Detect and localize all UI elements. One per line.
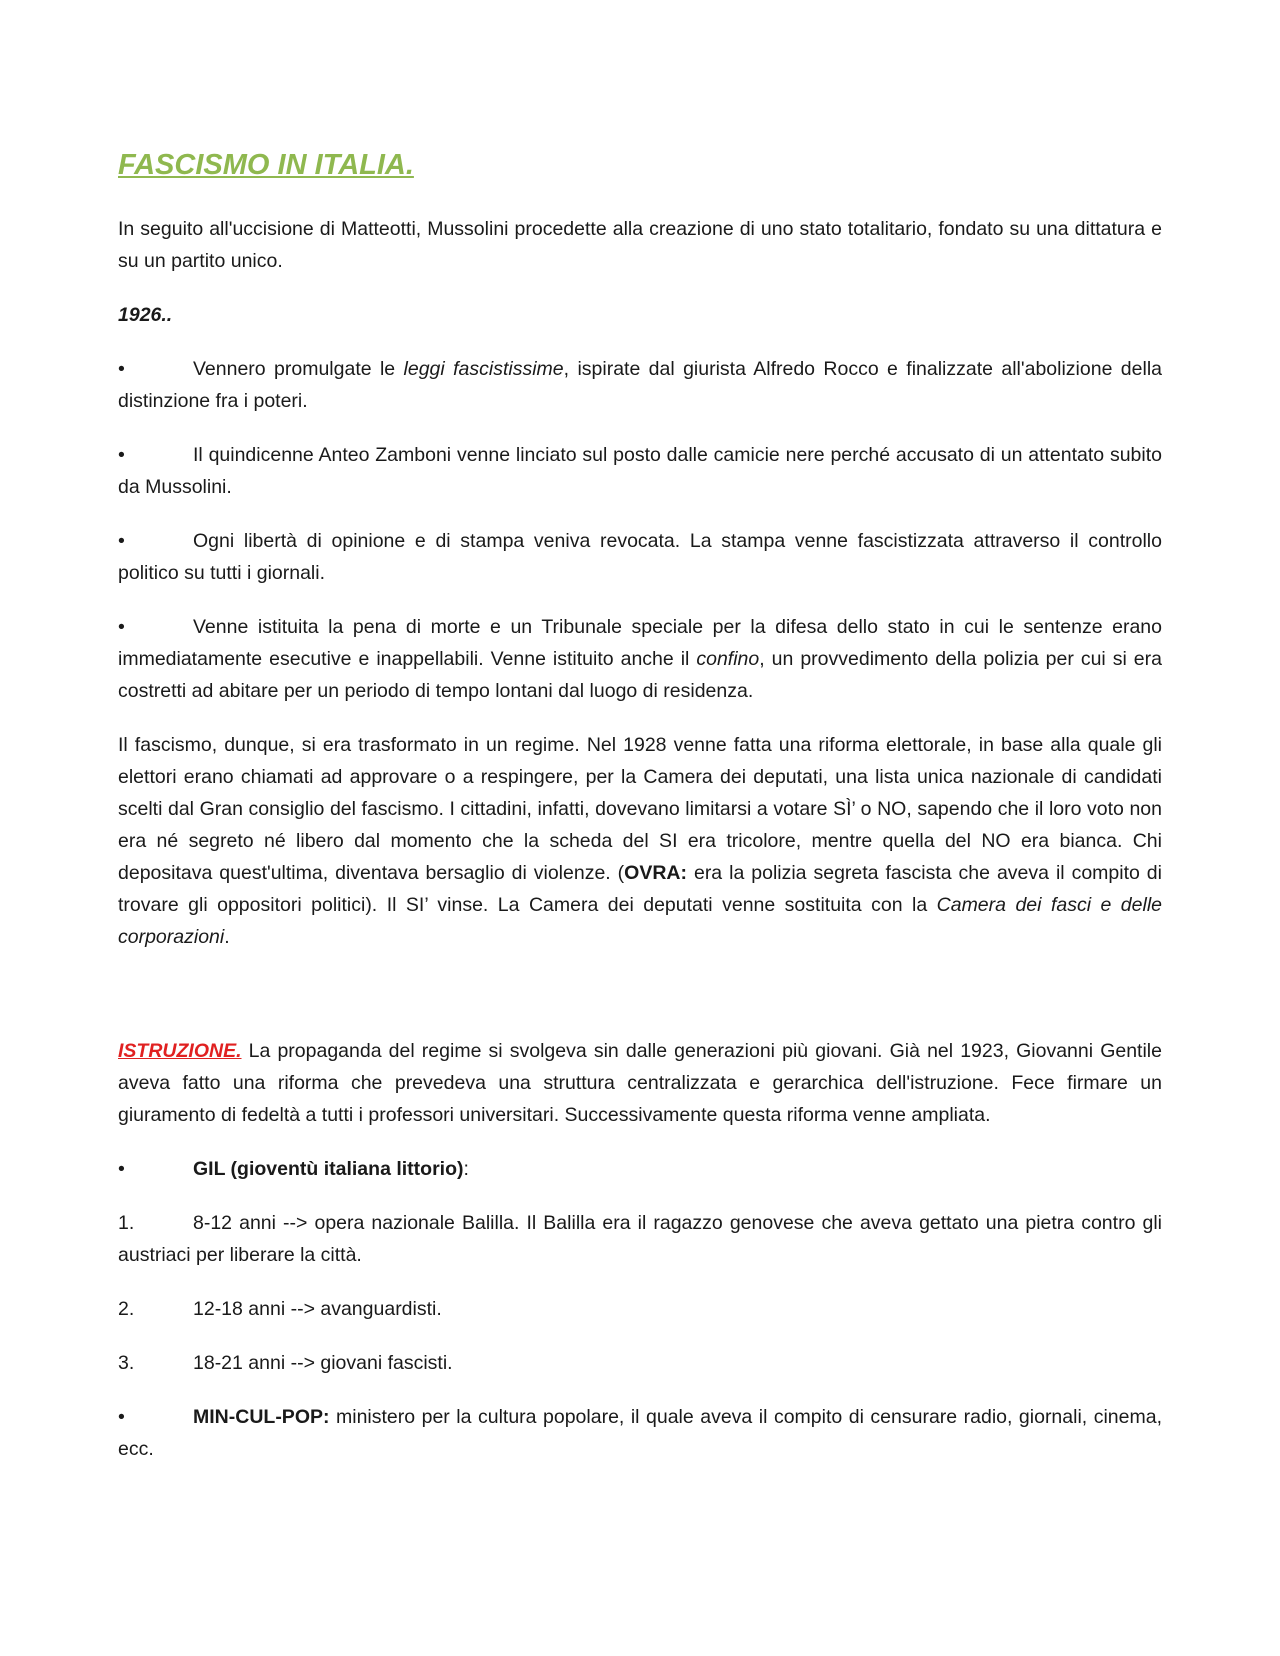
bullet-item (118, 525, 1162, 589)
list-text: 12-18 anni --> avanguardisti. (193, 1297, 442, 1320)
bullet-text: Il quindicenne Anteo Zamboni venne linciato sul posto dalle camicie nere perché accusato di un attentato subito da Mussolini. (118, 443, 1162, 498)
bullet-icon: • (118, 1157, 125, 1180)
intro-paragraph: In seguito all'uccisione di Matteotti, Mussolini procedette alla creazione di uno stato totalitario, fondato su una dittatura e su un partito unico. (118, 217, 1162, 272)
bullet-icon: • (118, 443, 125, 466)
list-number: 3. (118, 1351, 135, 1374)
bullet-item-gil (118, 1153, 1162, 1185)
camera-emphasis: Camera dei fasci e delle corporazioni (118, 893, 1162, 948)
bullet-icon: • (118, 357, 125, 380)
list-number: 1. (118, 1211, 135, 1234)
bullet-text: Venne istituita la pena di morte e un Tribunale speciale per la difesa dello stato in cui le sentenze erano immediatamente esecutive e inappellabili. Venne istituito anche il (118, 615, 1162, 670)
bullet-item (118, 611, 1162, 707)
regime-text: . (224, 925, 230, 948)
bullet-item (118, 353, 1162, 417)
document-title: FASCISMO IN ITALIA. (118, 149, 414, 181)
regime-paragraph (118, 729, 1162, 953)
mincul-label: MIN-CUL-POP: (193, 1405, 330, 1428)
bullet-icon: • (118, 615, 125, 638)
regime-text: Il fascismo, dunque, si era trasformato in un regime. Nel 1928 venne fatta una riforma elettorale, in base alla quale gli elettori erano chiamati ad approvare o a respingere, per la Camera dei deputati, una lista unica nazionale di candidati scelti dal Gran consiglio del fascismo. I cittadini, infatti, dovevano limitarsi a votare SÌ’ o NO, sapendo che il loro voto non era né segreto né libero dal momento che la scheda del SI era tricolore, mentre quella del NO era bianca. Chi depositava quest'ultima, diventava bersaglio di violenze. ( (118, 733, 1162, 884)
istruzione-paragraph (118, 1035, 1162, 1131)
list-text: 8-12 anni --> opera nazionale Balilla. Il Balilla era il ragazzo genovese che aveva gettato una pietra contro gli austriaci per liberare la città. (118, 1211, 1162, 1266)
ovra-label: OVRA: (624, 861, 688, 884)
bullet-item (118, 439, 1162, 503)
regime-text: era la polizia segreta fascista che aveva il compito di trovare gli oppositori politici). Il SI’ vinse. La Camera dei deputati venne sostituita con la (118, 861, 1162, 916)
mincul-text: ministero per la cultura popolare, il quale aveva il compito di censurare radio, giornali, cinema, ecc. (118, 1405, 1162, 1460)
gil-text: : (463, 1157, 469, 1180)
istruzione-heading: ISTRUZIONE. (118, 1039, 242, 1062)
gil-label: GIL (gioventù italiana littorio) (193, 1157, 464, 1180)
bullet-icon: • (118, 1405, 125, 1428)
list-text: 18-21 anni --> giovani fascisti. (193, 1351, 453, 1374)
spacer (118, 975, 1162, 1035)
bullet-icon: • (118, 529, 125, 552)
bullet-text: Vennero promulgate le (193, 357, 404, 380)
bullet-text: Ogni libertà di opinione e di stampa veniva revocata. La stampa venne fascistizzata attraverso il controllo politico su tutti i giornali. (118, 529, 1162, 584)
istruzione-text: La propaganda del regime si svolgeva sin dalle generazioni più giovani. Già nel 1923, Giovanni Gentile aveva fatto una riforma che prevedeva una struttura centralizzata e gerarchica dell'istruzione. Fece firmare un giuramento di fedeltà a tutti i professori universitari. Successivamente questa riforma venne ampliata. (118, 1039, 1162, 1126)
bullet-item-mincul (118, 1401, 1162, 1465)
year-label: 1926.. (118, 303, 173, 326)
bullet-emphasis: confino (696, 647, 760, 670)
bullet-text: , ispirate dal giurista Alfredo Rocco e finalizzate all'abolizione della distinzione fra i poteri. (118, 357, 1163, 412)
bullet-emphasis: leggi fascistissime (403, 357, 564, 380)
list-number: 2. (118, 1297, 135, 1320)
numbered-item (118, 1207, 1162, 1271)
numbered-item (118, 1347, 1162, 1379)
bullet-text: , un provvedimento della polizia per cui si era costretti ad abitare per un periodo di tempo lontani dal luogo di residenza. (118, 647, 1162, 702)
year-heading (118, 299, 1162, 331)
numbered-item (118, 1293, 1162, 1325)
